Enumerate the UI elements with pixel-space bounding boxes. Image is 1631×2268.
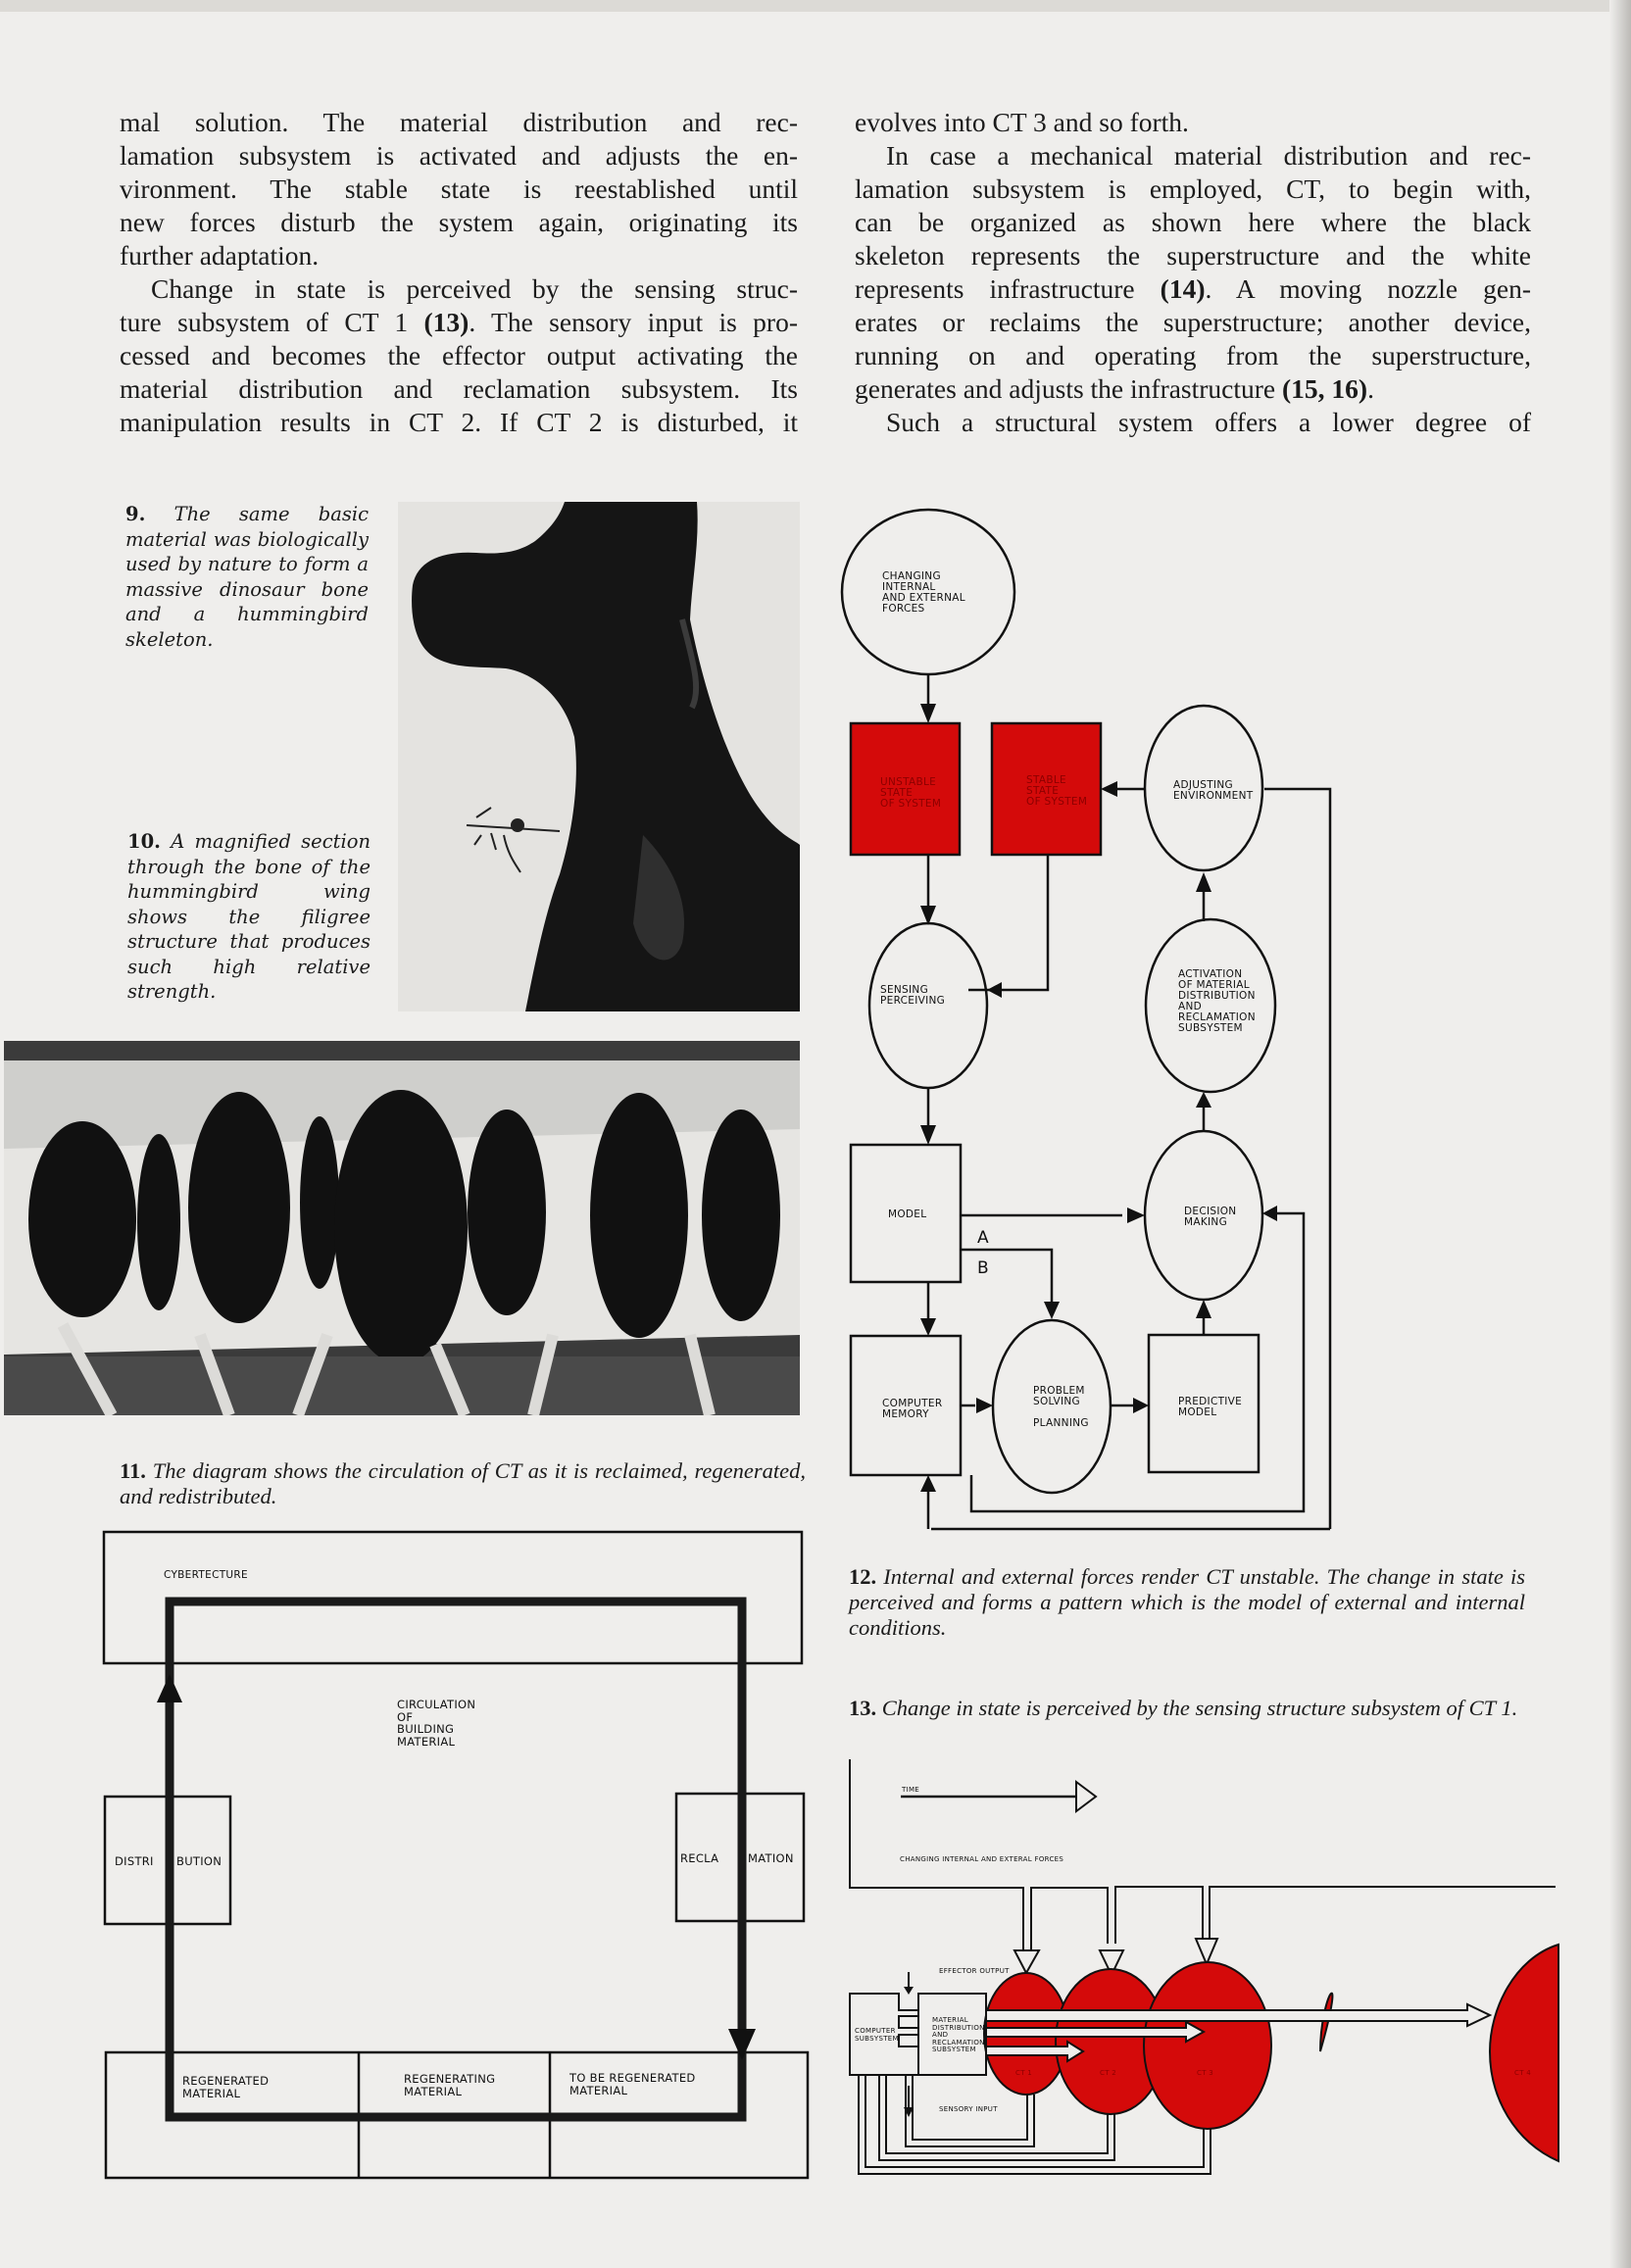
label-model: MODEL [888, 1208, 927, 1220]
text-line: running on and operating from the superstructure, [855, 340, 1531, 370]
ct3-blob [1144, 1962, 1271, 2129]
caption-figure-10 [127, 829, 371, 1005]
arrow-up-icon [1196, 1092, 1211, 1108]
caption-text: The diagram shows the circulation of CT as it is reclaimed, regenerated, and redistributed. [120, 1458, 806, 1508]
label-circulation: CIRCULATION OF BUILDING MATERIAL [397, 1698, 476, 1749]
text-line: Change in state is perceived by the sensing struc- [151, 273, 798, 304]
label-ct2: CT 2 [1100, 2069, 1117, 2077]
caption-text: Change in state is perceived by the sensing structure subsystem of CT 1. [881, 1696, 1518, 1720]
label-predictive-model: PREDICTIVE MODEL [1178, 1396, 1243, 1418]
arrow-right-icon [1127, 1208, 1145, 1223]
caption-number: 9. [125, 503, 146, 525]
text-span: . The sensory input is pro- [469, 307, 798, 337]
label-cybertecture: CYBERTECTURE [164, 1569, 248, 1581]
text-line: mal solution. The material distribution and rec- [120, 107, 798, 137]
figure-reference: (14) [1160, 273, 1206, 304]
label-time: TIME [902, 1786, 920, 1794]
label-ct3: CT 3 [1197, 2069, 1214, 2077]
hummingbird-skeleton [467, 808, 560, 872]
body-text-left [120, 106, 798, 439]
bone-section-image [4, 1041, 800, 1415]
label-regenerating-material: REGENERATING MATERIAL [404, 2072, 496, 2098]
text-line: lamation subsystem is activated and adjusts the en- [120, 140, 798, 171]
text-span: generates and adjusts the infrastructure [855, 373, 1283, 404]
figure-reference: (13) [423, 307, 470, 337]
arrow-left-icon [1262, 1206, 1277, 1221]
label-ct4: CT 4 [1514, 2069, 1532, 2077]
text-line [855, 372, 1531, 406]
label-activation: ACTIVATION OF MATERIAL DISTRIBUTION AND RECLAMATION SUBSYSTEM [1178, 968, 1256, 1034]
arrow-down-icon [728, 2029, 756, 2060]
arrow-left-icon [987, 982, 1002, 998]
label-path-b: B [977, 1258, 989, 1278]
dinosaur-bone-image [398, 502, 800, 1011]
label-effector-output: EFFECTOR OUTPUT [939, 1967, 1010, 1975]
text-line: erates or reclaims the superstructure; another device, [855, 307, 1531, 337]
caption-figure-13 [849, 1696, 1525, 1721]
page-binding-shadow [1609, 0, 1631, 2268]
label-decision-making: DECISION MAKING [1184, 1206, 1237, 1228]
force-arrow-icon [1196, 1939, 1217, 1964]
caption-number: 10. [127, 830, 161, 853]
caption-text: The same basic material was biologically used by nature to form a massive dinosaur bone and a hummingbird skeleton. [125, 503, 369, 651]
label-sensory-input: SENSORY INPUT [939, 2105, 998, 2113]
label-recla: RECLA [680, 1851, 719, 1865]
body-text-right [855, 106, 1531, 439]
label-problem-solving: PROBLEM SOLVING PLANNING [1033, 1385, 1089, 1429]
caption-number: 13. [849, 1696, 877, 1720]
text-line: lamation subsystem is employed, CT, to begin with, [855, 173, 1531, 204]
caption-figure-11 [120, 1458, 806, 1509]
label-distri: DISTRI [115, 1854, 154, 1868]
label-path-a: A [977, 1228, 989, 1248]
caption-number: 12. [849, 1564, 877, 1589]
text-line [120, 306, 798, 339]
arrow-right-icon [1133, 1398, 1149, 1413]
arrow-down-icon [1044, 1302, 1060, 1319]
text-line: manipulation results in CT 2. If CT 2 is disturbed, it [120, 407, 798, 437]
text-line: material distribution and reclamation subsystem. Its [120, 373, 798, 404]
arrow-up-icon [1196, 1300, 1211, 1318]
figure-reference: (15, 16) [1282, 373, 1368, 404]
label-stable-state: STABLE STATE OF SYSTEM [1026, 774, 1088, 808]
text-line: cessed and becomes the effector output activating the [120, 340, 798, 370]
label-changing-forces: CHANGING INTERNAL AND EXTERNAL FORCES [882, 570, 965, 615]
text-span: ture subsystem of CT 1 [120, 307, 424, 337]
label-material-subsystem: MATERIAL DISTRIBUTION AND RECLAMATION SUBSYSTEM [932, 2016, 985, 2053]
label-ct1: CT 1 [1015, 2069, 1033, 2077]
label-bution: BUTION [176, 1854, 222, 1868]
label-computer-memory: COMPUTER MEMORY [882, 1398, 943, 1420]
time-arrow-icon [1076, 1782, 1096, 1811]
arrow-up-icon [1196, 872, 1211, 892]
text-span: . [1367, 373, 1374, 404]
arrow-left-icon [1101, 781, 1117, 797]
page-top-edge [0, 0, 1631, 12]
text-line: In case a mechanical material distribution and rec- [886, 140, 1531, 171]
arrow-down-icon [920, 1318, 936, 1336]
label-regenerated-material: REGENERATED MATERIAL [182, 2074, 270, 2100]
caption-number: 11. [120, 1458, 146, 1483]
text-line: skeleton represents the superstructure and the white [855, 240, 1531, 271]
text-span: . A moving nozzle gen- [1205, 273, 1531, 304]
text-line: further adaptation. [120, 240, 320, 271]
label-unstable-state: UNSTABLE STATE OF SYSTEM [880, 776, 942, 810]
text-line: vironment. The stable state is reestablished until [120, 173, 798, 204]
text-line: can be organized as shown here where the black [855, 207, 1531, 237]
force-arrow-icon [1014, 1950, 1039, 1973]
caption-figure-12 [849, 1564, 1525, 1641]
arrow-up-icon [157, 1674, 182, 1702]
label-sensing-perceiving: SENSING PERCEIVING [880, 984, 946, 1007]
text-line: Such a structural system offers a lower degree of [886, 407, 1531, 437]
photo-dinosaur-bone [398, 502, 800, 1011]
label-adjusting-environment: ADJUSTING ENVIRONMENT [1173, 779, 1254, 802]
label-to-be-regenerated-material: TO BE REGENERATED MATERIAL [569, 2071, 696, 2097]
arrow-right-icon [976, 1398, 993, 1413]
text-line: new forces disturb the system again, originating its [120, 207, 798, 237]
caption-figure-9 [125, 502, 369, 652]
caption-text: Internal and external forces render CT unstable. The change in state is perceived and forms a pattern which is the model of external and internal conditions. [849, 1564, 1525, 1640]
text-span: represents infrastructure [855, 273, 1161, 304]
arrow-down-icon [920, 906, 936, 925]
circulation-loop [170, 1602, 742, 2117]
arrow-down-icon [920, 704, 936, 723]
label-computer-subsystem: COMPUTER SUBSYSTEM [855, 2027, 899, 2043]
caption-text: A magnified section through the bone of the hummingbird wing shows the filigree structure that produces such high relative strength. [127, 830, 371, 1003]
photo-bone-section [4, 1041, 800, 1415]
text-line [855, 272, 1531, 306]
text-line: evolves into CT 3 and so forth. [855, 107, 1189, 137]
effector-arrow-icon [904, 1987, 914, 1995]
label-changing-forces: CHANGING INTERNAL AND EXTERAL FORCES [900, 1855, 1064, 1863]
arrow-down-icon [920, 1125, 936, 1145]
label-mation: MATION [748, 1851, 794, 1865]
ct4-blob [1320, 1994, 1332, 2051]
arrow-up-icon [920, 1475, 936, 1492]
